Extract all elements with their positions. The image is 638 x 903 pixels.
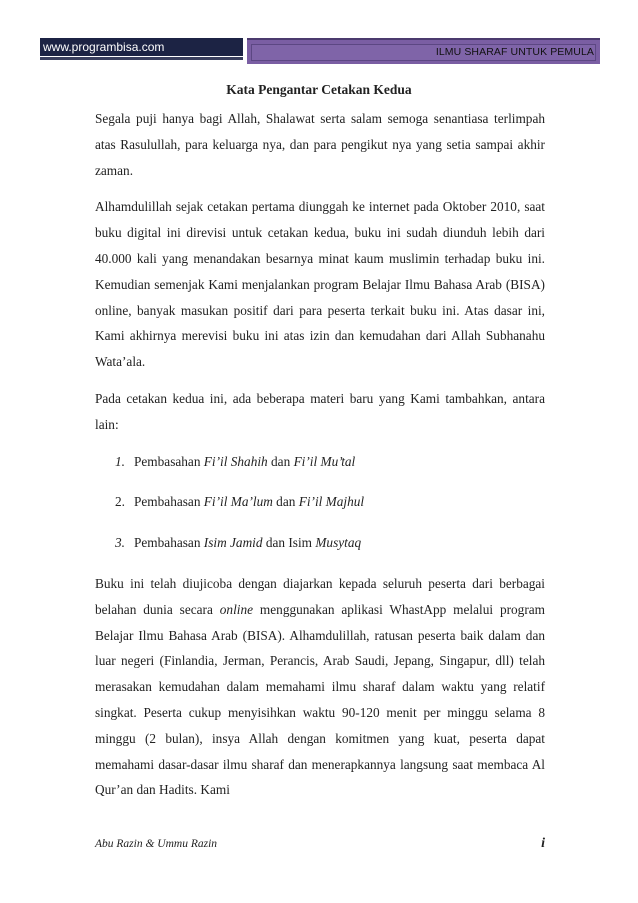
list-text: Pembahasan Fi’il Ma’lum dan Fi’il Majhul <box>134 494 365 510</box>
footer-authors: Abu Razin & Ummu Razin <box>95 838 218 850</box>
list-item <box>115 489 545 515</box>
header-title-bar <box>247 38 600 64</box>
materi-list <box>115 449 545 556</box>
paragraph-4: Buku ini telah diujicoba dengan diajarkan kepada seluruh peserta dari berbagai belahan dunia secara online menggunakan aplikasi WhastApp melalui program Belajar Ilmu Bahasa Arab (BISA). Alhamdulillah, ratusan peserta baik dalam dan luar negeri (Finlandia, Jerman, Perancis, Arab Saudi, Jepang, Singapur, dll) telah merasakan kemudahan dalam memahami ilmu sharaf dalam waktu yang relatif singkat. Peserta cukup menyisihkan waktu 90-120 menit per minggu selama 8 minggu (2 bulan), insya Allah dengan komitmen yang kuat, peserta dapat memahami dasar-dasar ilmu sharaf dan menerapkannya langsung saat membaca Al Qur’an dan Hadits. Kami <box>95 575 545 798</box>
main-content <box>95 106 545 814</box>
list-text: Pembahasan Isim Jamid dan Isim Musytaq <box>134 535 362 551</box>
list-number: 3. <box>115 535 125 551</box>
header-underline <box>40 57 243 60</box>
page-header <box>40 38 600 64</box>
list-number: 1. <box>115 453 125 469</box>
list-item <box>115 530 545 556</box>
list-text: Pembasahan Fi’il Shahih dan Fi’il Mu’tal <box>134 453 356 469</box>
paragraph-3: Pada cetakan kedua ini, ada beberapa materi baru yang Kami tambahkan, antara lain: <box>95 390 545 432</box>
list-item <box>115 449 545 475</box>
page-footer <box>95 838 545 858</box>
page-number: i <box>541 836 545 851</box>
paragraph-1: Segala puji hanya bagi Allah, Shalawat serta salam semoga senantiasa terlimpah atas Rasulullah, para keluarga nya, dan para pengikut nya yang setia sampai akhir zaman. <box>95 111 545 178</box>
book-title: ILMU SHARAF UNTUK PEMULA <box>435 46 594 58</box>
paragraph-2: Alhamdulillah sejak cetakan pertama diunggah ke internet pada Oktober 2010, saat buku digital ini direvisi untuk cetakan kedua, buku ini sudah diunduh lebih dari 40.000 kali yang menandakan besarnya minat kaum muslimin terhadap buku ini. Kemudian semenjak Kami menjalankan program Belajar Ilmu Bahasa Arab (BISA) online, banyak masukan positif dari para peserta terkait buku ini. Atas dasar ini, Kami akhirnya merevisi buku ini atas izin dan kemudahan dari Allah Subhanahu Wata’ala. <box>95 199 545 370</box>
page-title: Kata Pengantar Cetakan Kedua <box>226 82 412 97</box>
site-url: www.programbisa.com <box>40 38 243 56</box>
list-number: 2. <box>115 494 125 510</box>
